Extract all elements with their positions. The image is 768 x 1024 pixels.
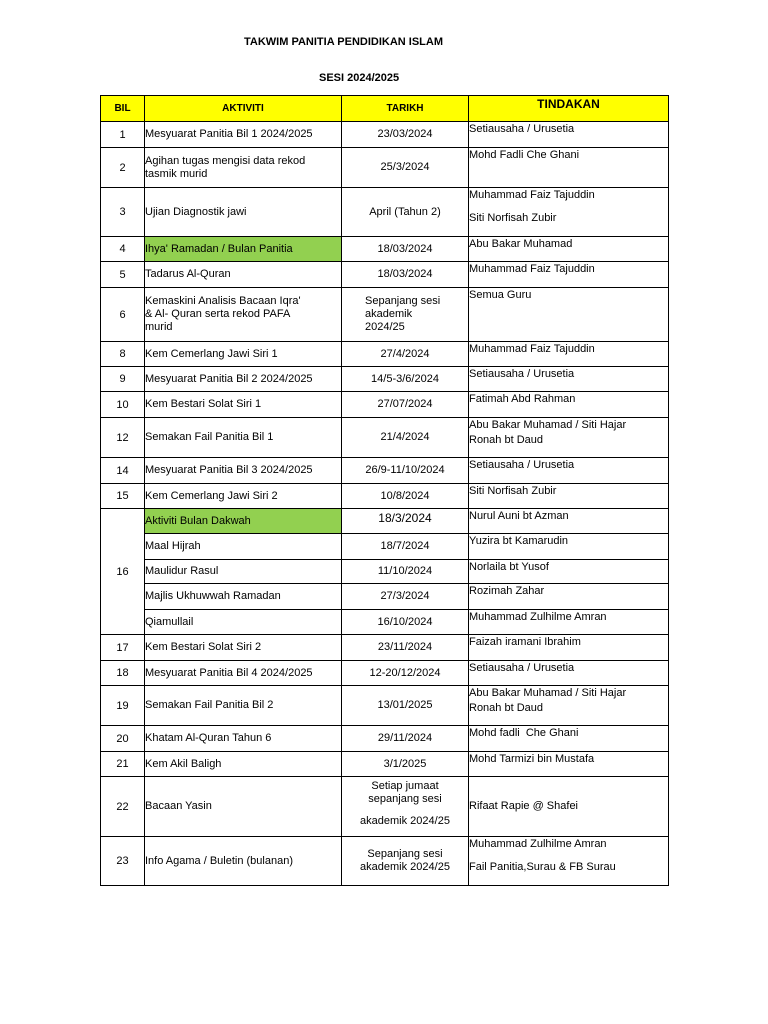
bil-cell: 15 <box>101 484 145 509</box>
tindakan-cell: Rozimah Zahar <box>469 584 669 610</box>
aktiviti-cell: Ihya' Ramadan / Bulan Panitia <box>145 237 342 262</box>
aktiviti-cell: Kem Cemerlang Jawi Siri 2 <box>145 484 342 509</box>
bil-cell: 2 <box>101 148 145 188</box>
aktiviti-line: & Al- Quran serta rekod PAFA <box>145 308 291 320</box>
tindakan-line: Abu Bakar Muhamad / Siti Hajar <box>469 687 627 699</box>
bil-cell: 23 <box>101 837 145 886</box>
table-row <box>101 752 669 777</box>
tindakan-cell: Mohd Fadli Che Ghani <box>469 148 669 188</box>
header-tindakan: TINDAKAN <box>469 96 669 122</box>
table-row <box>101 148 669 188</box>
tindakan-cell: Siti Norfisah Zubir <box>469 484 669 509</box>
table-row <box>101 188 669 237</box>
table-row <box>101 237 669 262</box>
tindakan-line: Muhammad Zulhilme Amran <box>469 838 607 850</box>
header-tarikh: TARIKH <box>342 96 469 122</box>
tarikh-cell: 27/07/2024 <box>342 392 469 418</box>
bil-cell: 20 <box>101 726 145 752</box>
aktiviti-cell: Mesyuarat Panitia Bil 3 2024/2025 <box>145 458 342 484</box>
table-row <box>101 392 669 418</box>
aktiviti-cell: Aktiviti Bulan Dakwah <box>145 509 342 534</box>
tarikh-line: akademik 2024/25 <box>360 815 450 827</box>
tindakan-line: Muhammad Faiz Tajuddin <box>469 189 595 201</box>
table-row <box>101 262 669 288</box>
table-row <box>101 686 669 726</box>
aktiviti-line: tasmik murid <box>145 167 208 180</box>
tindakan-cell: Yuzira bt Kamarudin <box>469 534 669 560</box>
aktiviti-cell: Maal Hijrah <box>145 534 342 560</box>
tarikh-cell: 11/10/2024 <box>342 560 469 584</box>
tindakan-cell: Semua Guru <box>469 288 669 342</box>
tarikh-cell: 27/4/2024 <box>342 342 469 367</box>
tarikh-cell <box>342 288 469 342</box>
aktiviti-cell: Majlis Ukhuwwah Ramadan <box>145 584 342 610</box>
tarikh-cell: 18/03/2024 <box>342 262 469 288</box>
bil-cell: 16 <box>101 509 145 635</box>
tindakan-cell <box>469 686 669 726</box>
table-row <box>101 367 669 392</box>
bil-cell: 19 <box>101 686 145 726</box>
tindakan-cell <box>469 418 669 458</box>
table-row <box>101 458 669 484</box>
aktiviti-cell: Maulidur Rasul <box>145 560 342 584</box>
aktiviti-cell: Info Agama / Buletin (bulanan) <box>145 837 342 886</box>
tindakan-line: Ronah bt Daud <box>469 702 543 714</box>
tindakan-cell: Muhammad Zulhilme Amran <box>469 610 669 635</box>
takwim-table <box>100 95 669 886</box>
aktiviti-cell: Mesyuarat Panitia Bil 4 2024/2025 <box>145 661 342 686</box>
table-row <box>101 534 669 560</box>
tarikh-cell <box>342 837 469 886</box>
table-row <box>101 288 669 342</box>
table-row <box>101 661 669 686</box>
tarikh-line: akademik <box>365 308 413 320</box>
table-row <box>101 342 669 367</box>
bil-cell: 8 <box>101 342 145 367</box>
document-title: TAKWIM PANITIA PENDIDIKAN ISLAM <box>244 36 444 48</box>
table-row <box>101 509 669 534</box>
tindakan-cell: Setiausaha / Urusetia <box>469 458 669 484</box>
tindakan-cell: Nurul Auni bt Azman <box>469 509 669 534</box>
aktiviti-cell: Bacaan Yasin <box>145 777 342 837</box>
bil-cell: 12 <box>101 418 145 458</box>
tindakan-line: Siti Norfisah Zubir <box>469 212 557 224</box>
tindakan-cell: Setiausaha / Urusetia <box>469 661 669 686</box>
aktiviti-cell: Kem Bestari Solat Siri 1 <box>145 392 342 418</box>
table-row <box>101 837 669 886</box>
bil-cell: 14 <box>101 458 145 484</box>
tindakan-cell: Muhammad Faiz Tajuddin <box>469 262 669 288</box>
document-subtitle: SESI 2024/2025 <box>319 72 400 84</box>
tindakan-line: Ronah bt Daud <box>469 434 543 446</box>
aktiviti-cell: Tadarus Al-Quran <box>145 262 342 288</box>
tindakan-cell: Mohd Tarmizi bin Mustafa <box>469 752 669 777</box>
table-row <box>101 584 669 610</box>
tindakan-cell: Rifaat Rapie @ Shafei <box>469 777 669 837</box>
tarikh-line: Sepanjang sesi <box>365 295 441 307</box>
tarikh-cell: 18/3/2024 <box>342 509 469 534</box>
tarikh-line: Setiap jumaat <box>371 780 439 792</box>
tarikh-cell: 25/3/2024 <box>342 148 469 188</box>
bil-cell: 17 <box>101 635 145 661</box>
tarikh-cell: 3/1/2025 <box>342 752 469 777</box>
header-aktiviti: AKTIVITI <box>145 96 342 122</box>
tindakan-cell: Mohd fadli Che Ghani <box>469 726 669 752</box>
aktiviti-cell: Qiamullail <box>145 610 342 635</box>
tindakan-cell: Abu Bakar Muhamad <box>469 237 669 262</box>
aktiviti-cell: Khatam Al-Quran Tahun 6 <box>145 726 342 752</box>
aktiviti-cell <box>145 288 342 342</box>
tarikh-cell: 12-20/12/2024 <box>342 661 469 686</box>
bil-cell: 4 <box>101 237 145 262</box>
tindakan-cell: Setiausaha / Urusetia <box>469 367 669 392</box>
bil-cell: 10 <box>101 392 145 418</box>
table-row <box>101 726 669 752</box>
aktiviti-cell: Kem Akil Baligh <box>145 752 342 777</box>
tindakan-cell: Muhammad Faiz Tajuddin <box>469 342 669 367</box>
tindakan-cell: Fatimah Abd Rahman <box>469 392 669 418</box>
aktiviti-line: Kemaskini Analisis Bacaan Iqra' <box>145 295 301 307</box>
aktiviti-line: Agihan tugas mengisi data rekod <box>145 154 306 167</box>
tarikh-cell <box>342 777 469 837</box>
tindakan-cell <box>469 188 669 237</box>
tarikh-cell: 29/11/2024 <box>342 726 469 752</box>
tarikh-cell: 10/8/2024 <box>342 484 469 509</box>
aktiviti-cell <box>145 148 342 188</box>
aktiviti-cell: Kem Bestari Solat Siri 2 <box>145 635 342 661</box>
tarikh-line: akademik 2024/25 <box>360 861 450 873</box>
tindakan-cell <box>469 837 669 886</box>
table-row <box>101 635 669 661</box>
bil-cell: 18 <box>101 661 145 686</box>
aktiviti-cell: Kem Cemerlang Jawi Siri 1 <box>145 342 342 367</box>
table-row <box>101 484 669 509</box>
bil-cell: 9 <box>101 367 145 392</box>
tarikh-cell: 18/03/2024 <box>342 237 469 262</box>
bil-cell: 5 <box>101 262 145 288</box>
tarikh-cell: 26/9-11/10/2024 <box>342 458 469 484</box>
table-row <box>101 418 669 458</box>
bil-cell: 3 <box>101 188 145 237</box>
bil-cell: 21 <box>101 752 145 777</box>
tarikh-line: 2024/25 <box>365 321 405 333</box>
tarikh-cell: 21/4/2024 <box>342 418 469 458</box>
tindakan-cell: Norlaila bt Yusof <box>469 560 669 584</box>
bil-cell: 22 <box>101 777 145 837</box>
tarikh-cell: 14/5-3/6/2024 <box>342 367 469 392</box>
tarikh-cell: 27/3/2024 <box>342 584 469 610</box>
table-row <box>101 610 669 635</box>
bil-cell: 1 <box>101 122 145 148</box>
tindakan-line: Fail Panitia,Surau & FB Surau <box>469 861 616 873</box>
aktiviti-cell: Semakan Fail Panitia Bil 2 <box>145 686 342 726</box>
header-row <box>101 96 669 122</box>
tindakan-line: Abu Bakar Muhamad / Siti Hajar <box>469 419 627 431</box>
tarikh-cell: April (Tahun 2) <box>342 188 469 237</box>
tindakan-cell: Faizah iramani Ibrahim <box>469 635 669 661</box>
aktiviti-line: murid <box>145 321 173 333</box>
bil-cell: 6 <box>101 288 145 342</box>
aktiviti-cell: Mesyuarat Panitia Bil 2 2024/2025 <box>145 367 342 392</box>
table-row <box>101 777 669 837</box>
aktiviti-cell: Mesyuarat Panitia Bil 1 2024/2025 <box>145 122 342 148</box>
tarikh-cell: 23/11/2024 <box>342 635 469 661</box>
header-bil: BIL <box>101 96 145 122</box>
tarikh-line: Sepanjang sesi <box>367 848 443 860</box>
aktiviti-cell: Ujian Diagnostik jawi <box>145 188 342 237</box>
tarikh-cell: 16/10/2024 <box>342 610 469 635</box>
tarikh-cell: 18/7/2024 <box>342 534 469 560</box>
tarikh-line: sepanjang sesi <box>368 793 442 805</box>
table-row <box>101 122 669 148</box>
aktiviti-cell: Semakan Fail Panitia Bil 1 <box>145 418 342 458</box>
table-row <box>101 560 669 584</box>
tindakan-cell: Setiausaha / Urusetia <box>469 122 669 148</box>
tarikh-cell: 13/01/2025 <box>342 686 469 726</box>
tarikh-cell: 23/03/2024 <box>342 122 469 148</box>
